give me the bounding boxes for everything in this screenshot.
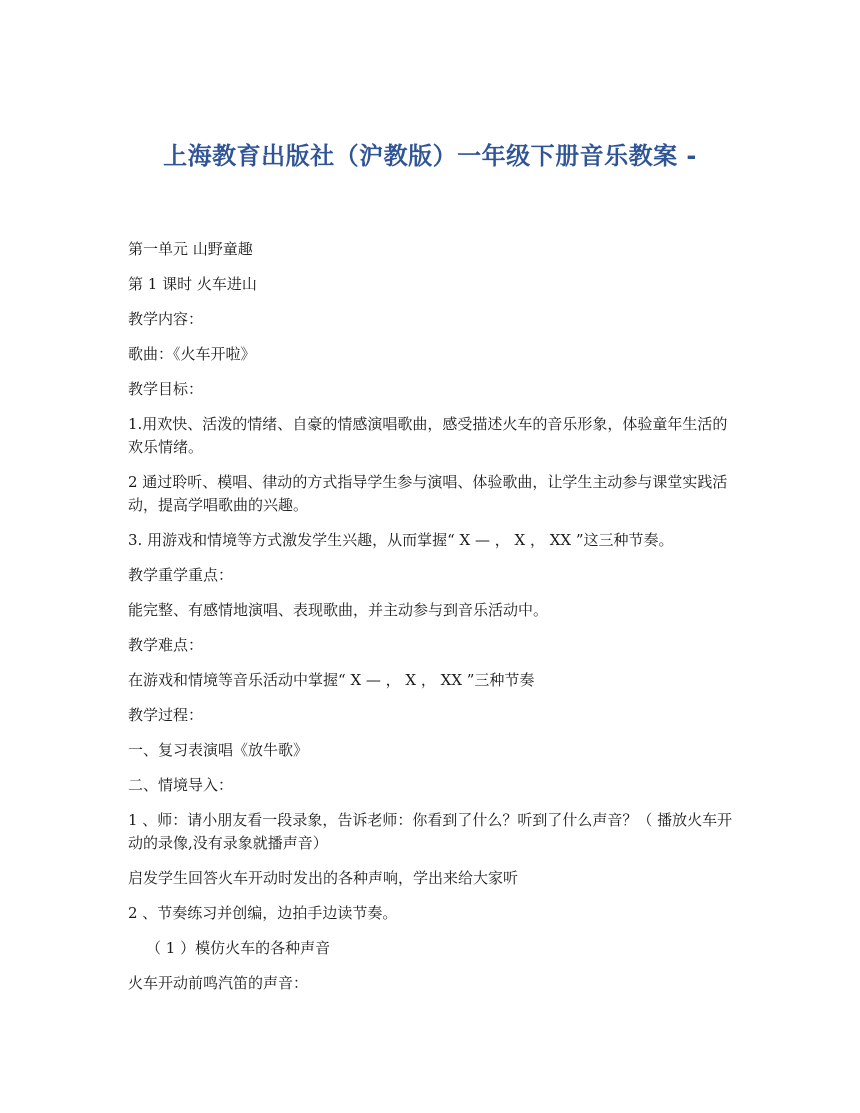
section-label-process: 教学过程： (128, 706, 204, 724)
process-item-1: 1 、师：请小朋友看一段录象，告诉老师：你看到了什么？听到了什么声音？（ 播放火车开动的录像,没有录象就播声音） (128, 811, 733, 852)
section-label-goals: 教学目标： (128, 380, 204, 398)
goal-1: 1.用欢快、活泼的情绪、自豪的情感演唱歌曲，感受描述火车的音乐形象，体验童年生活的欢乐情绪。 (128, 415, 728, 456)
song-line: 歌曲：《火车开啦》 (128, 345, 256, 363)
lesson-heading: 第 1 课时 火车进山 (128, 275, 257, 293)
unit-heading: 第一单元 山野童趣 (128, 240, 253, 258)
section-label-content: 教学内容： (128, 310, 204, 328)
process-subitem-text: 火车开动前鸣汽笛的声音： (128, 974, 309, 992)
section-label-key-points: 教学重学重点： (128, 566, 234, 584)
process-item-2: 2 、节奏练习并创编，边拍手边读节奏。 (128, 904, 398, 922)
difficulties-text: 在游戏和情境等音乐活动中掌握“ X — ， X ， XX ”三种节奏 (128, 671, 535, 689)
section-label-difficulties: 教学难点： (128, 636, 204, 654)
goal-3: 3. 用游戏和情境等方式激发学生兴趣，从而掌握“ X — ， X ， XX ”这三种节奏。 (128, 531, 674, 549)
process-note: 启发学生回答火车开动时发出的各种声响，学出来给大家听 (128, 869, 519, 887)
goal-2: 2 通过聆听、模唱、律动的方式指导学生参与演唱、体验歌曲，让学生主动参与课堂实践活动，提高学唱歌曲的兴趣。 (128, 473, 728, 514)
document-title: 上海教育出版社（沪教版）一年级下册音乐教案 - (163, 142, 697, 170)
key-points-text: 能完整、有感情地演唱、表现歌曲，并主动参与到音乐活动中。 (128, 601, 549, 619)
document-body (128, 238, 738, 1007)
process-step-1: 一、复习表演唱《放牛歌》 (128, 741, 309, 759)
process-subitem-1: （ 1 ）模仿火车的各种声音 (146, 939, 331, 957)
process-step-2: 二、情境导入： (128, 776, 234, 794)
